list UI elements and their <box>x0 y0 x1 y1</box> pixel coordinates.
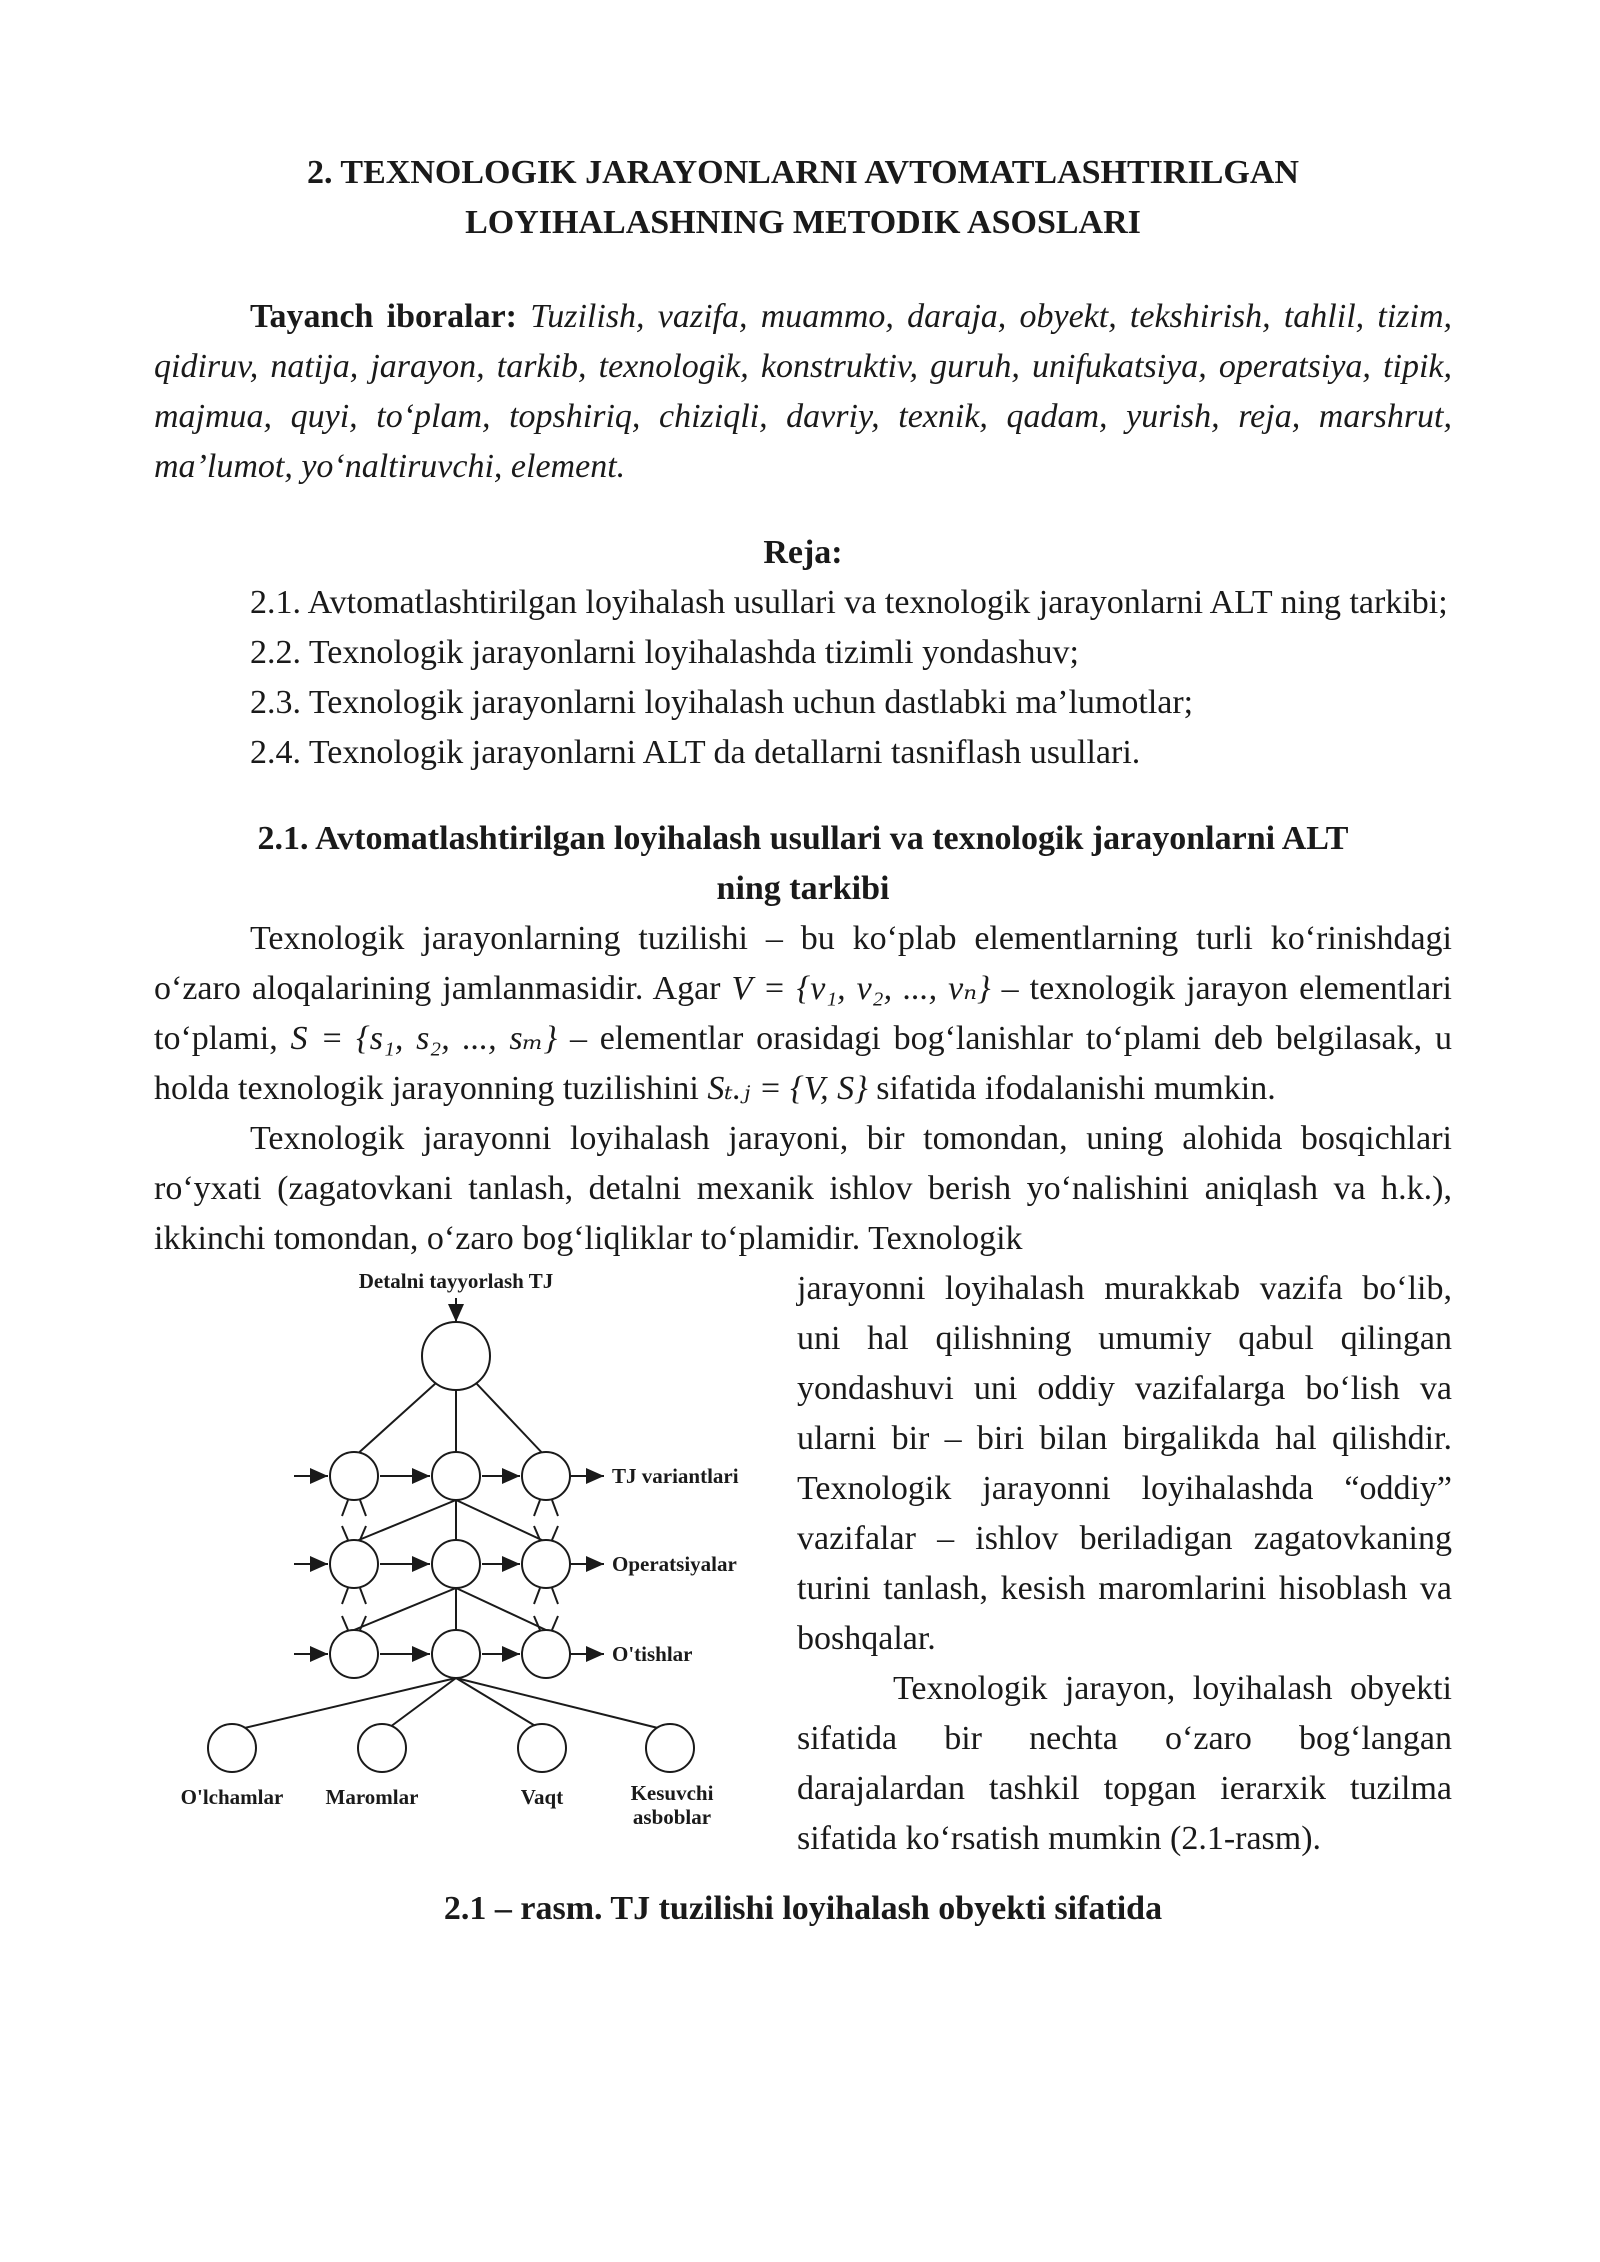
figure-bottom-label: Kesuvchi <box>630 1781 714 1805</box>
side-text <box>797 1264 1452 1864</box>
figure-top-label: Detalni tayyorlash TJ <box>358 1269 554 1293</box>
paragraph-text: sifatida ifodalanishi mumkin. <box>867 1070 1276 1107</box>
paragraph-text: Texnologik jarayonlarning tuzilishi – bu ko‘plab elementlarning turli ko‘rinishdagi o‘zaro aloqalarining jamlanmasidir. Agar <box>154 920 1452 1007</box>
figure-bottom-label: Vaqt <box>520 1785 564 1809</box>
plan-item: 2.4. Texnologik jarayonlarni ALT da detallarni tasniflash usullari. <box>250 734 1141 771</box>
section-heading <box>154 814 1452 914</box>
chapter-title-line2: LOYIHALASHNING METODIK ASOSLARI <box>465 204 1141 241</box>
formula-s: S = {s₁, s₂, ..., sₘ} <box>290 1020 558 1057</box>
plan-block <box>154 528 1452 778</box>
paragraph-design-process: Texnologik jarayonni loyihalash jarayoni, bir tomondan, uning alohida bosqichlari ro‘yxati (zagatovkani tanlash, detalni mexanik ishlov berish yo‘nalishini aniqlash va h.k.), ikkinchi tomondan, o‘zaro bog‘liqliklar to‘plamidir. Texnologik <box>154 1120 1452 1257</box>
keywords-text: Tuzilish, vazifa, muammo, daraja, obyekt, tekshirish, tahlil, tizim, qidiruv, natija, jarayon, tarkib, texnologik, konstruktiv, guruh, unifukatsiya, operatsiya, tipik, majmua, quyi, to‘plam, topshiriq, chiziqli, davriy, texnik, qadam, yurish, reja, marshrut, ma’lumot, yo‘naltiruvchi, element. <box>154 298 1452 485</box>
figure-level-label: TJ variantlari <box>612 1464 739 1488</box>
section-heading-line1: 2.1. Avtomatlashtirilgan loyihalash usullari va texnologik jarayonlarni ALT <box>257 820 1349 857</box>
paragraph-text: – texnologik jarayon elementlari to‘plami, <box>154 970 1452 1057</box>
figure-level-label: O'tishlar <box>612 1642 693 1666</box>
paragraph-text: – elementlar orasidagi bog‘lanishlar to‘plami deb belgilasak, u holda texnologik jarayonning tuzilishini <box>154 1020 1452 1107</box>
formula-v: V = {v₁, v₂, ..., vₙ} <box>731 970 991 1007</box>
side-paragraph: Texnologik jarayon, loyihalash obyekti sifatida bir nechta o‘zaro bog‘langan darajalardan tashkil topgan ierarxik tuzilma sifatida ko‘rsatish mumkin (2.1-rasm). <box>797 1670 1452 1857</box>
figure-caption: 2.1 – rasm. TJ tuzilishi loyihalash obyekti sifatida <box>443 1890 1163 1927</box>
figure-bottom-label: O'lchamlar <box>180 1785 284 1809</box>
figure-row <box>154 1264 1452 1884</box>
figure-bottom-label: asboblar <box>632 1805 712 1829</box>
chapter-title <box>154 148 1452 248</box>
figure-level-label: Operatsiyalar <box>612 1552 737 1576</box>
plan-item: 2.1. Avtomatlashtirilgan loyihalash usullari va texnologik jarayonlarni ALT ning tarkibi; <box>250 584 1448 621</box>
formula-st: Sₜ.ⱼ = {V, S} <box>707 1070 868 1107</box>
chapter-title-line1: 2. TEXNOLOGIK JARAYONLARNI AVTOMATLASHTIRILGAN <box>307 154 1299 191</box>
plan-item: 2.2. Texnologik jarayonlarni loyihalashda tizimli yondashuv; <box>250 634 1079 671</box>
document-page <box>154 148 1452 1934</box>
plan-heading: Reja: <box>763 534 843 571</box>
keywords-label: Tayanch iboralar: <box>250 298 517 335</box>
figure-bottom-label: Maromlar <box>325 1785 419 1809</box>
keywords-paragraph <box>154 292 1452 492</box>
side-paragraph: jarayonni loyihalash murakkab vazifa bo‘lib, uni hal qilishning umumiy qabul qilingan yondashuvi uni oddiy vazifalarga bo‘lish va ularni bir – biri bilan birgalikda hal qilishdir. Texnologik jarayonni loyihalashda “oddiy” vazifalar – ishlov beriladigan zagatovkaning turini tanlash, kesish maromlarini hisoblash va boshqalar. <box>797 1270 1452 1657</box>
section-heading-line2: ning tarkibi <box>716 870 890 907</box>
paragraph-structure <box>154 914 1452 1114</box>
tj-structure-diagram <box>154 1264 764 1884</box>
plan-item: 2.3. Texnologik jarayonlarni loyihalash uchun dastlabki ma’lumotlar; <box>250 684 1194 721</box>
